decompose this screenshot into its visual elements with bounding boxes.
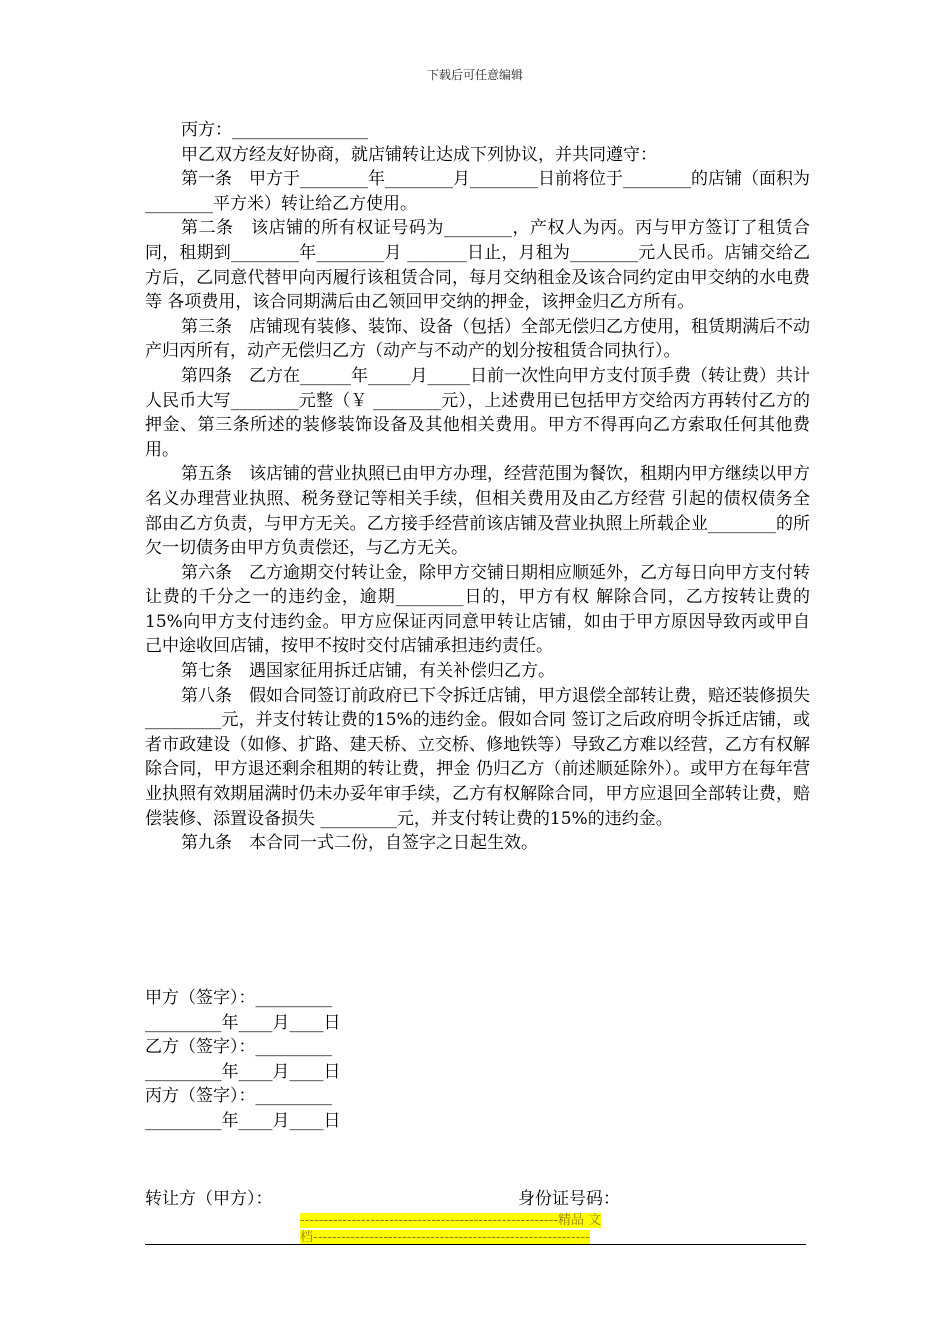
watermark-line-1: -------------------------------------------------------精品 文 (300, 1213, 602, 1228)
article-9: 第九条 本合同一式二份，自签字之日起生效。 (181, 833, 538, 854)
watermark-line-2: 档----------------------------------------------------------- (300, 1230, 590, 1245)
article-6: 第六条 乙方逾期交付转让金，除甲方交铺日期相应顺延外，乙方每日向甲方支付转让费的千分之一的违约金，逾期________日的，甲方有权 解除合同，乙方按转让费的15%向甲方支付违约金。甲方应保证丙同意甲转让店铺，如由于甲方原因导致丙或甲自己中途收回店铺，按甲不按时交付店铺承担违约责任。 (145, 562, 810, 657)
signature-party-c: 丙方（签字）：_________ (145, 1086, 332, 1107)
signature-date-a: _________年____月____日 (145, 1012, 341, 1033)
signature-party-a: 甲方（签字）：_________ (145, 988, 332, 1008)
article-1: 第一条 甲方于________年________月________日前将位于________的店铺（面积为________平方米）转让给乙方使用。 (145, 169, 810, 214)
id-number-label: 身份证号码： (518, 1189, 620, 1209)
article-8: 第八条 假如合同签订前政府已下令拆迁店铺，甲方退偿全部转让费，赔还装修损失_________元，并支付转让费的15%的违约金。假如合同 签订之后政府明令拆迁店铺，或者市政建设（如修、扩路、建天桥、立交桥、修地铁等）导致乙方难以经营，乙方有权解除合同，甲方退还剩余租期的转让费，押金 仍归乙方（前述顺延除外）。或甲方在每年营业执照有效期届满时仍未办妥年审手续，乙方有权解除合同，甲方应退回全部转让费，赔偿装修、添置设备损失 _________元，并支付转让费的15%的违约金。 (145, 685, 810, 829)
preamble: 甲乙双方经友好协商，就店铺转让达成下列协议，并共同遵守： (181, 144, 657, 165)
contract-body (145, 118, 810, 856)
watermark (300, 1212, 650, 1246)
page-header-note: 下载后可任意编辑 (426, 68, 523, 82)
article-3: 第三条 店铺现有装修、装饰、设备（包括）全部无偿归乙方使用，租赁期满后不动产归丙所有，动产无偿归乙方（动产与不动产的划分按租赁合同执行）。 (145, 316, 810, 362)
article-7: 第七条 遇国家征用拆迁店铺，有关补偿归乙方。 (181, 661, 555, 682)
signature-block (145, 986, 341, 1134)
signature-date-b: _________年____月____日 (145, 1061, 341, 1082)
transferor-label: 转让方（甲方）： (145, 1189, 273, 1209)
party-c-line: 丙方：________________ (181, 120, 368, 140)
article-4: 第四条 乙方在______年_____月_____日前一次性向甲方支付顶手费（转让费）共计人民币大写________元整（￥ ________元），上述费用已包括甲方交给丙方再转付乙方的押金、第三条所述的装修装饰设备及其他相关费用。甲方不得再向乙方索取任何其他费用。 (145, 365, 810, 460)
signature-party-b: 乙方（签字）：_________ (145, 1037, 332, 1058)
article-2: 第二条 该店铺的所有权证号码为________，产权人为丙。丙与甲方签订了租赁合同，租期到________年________月 _______日止，月租为________元人民币。店铺交给乙方后，乙同意代替甲向丙履行该租赁合同，每月交纳租金及该合同约定由甲交纳的水电费等 各项费用，该合同期满后由乙领回甲交纳的押金，该押金归乙方所有。 (145, 218, 810, 313)
footer-rule (145, 1244, 806, 1245)
signature-date-c: _________年____月____日 (145, 1110, 341, 1131)
article-5: 第五条 该店铺的营业执照已由甲方办理，经营范围为餐饮，租期内甲方继续以甲方名义办理营业执照、税务登记等相关手续，但相关费用及由乙方经营 引起的债权债务全部由乙方负责，与甲方无关。乙方接手经营前该店铺及营业执照上所载企业________的所欠一切债务由甲方负责偿还，与乙方无关。 (145, 464, 810, 559)
